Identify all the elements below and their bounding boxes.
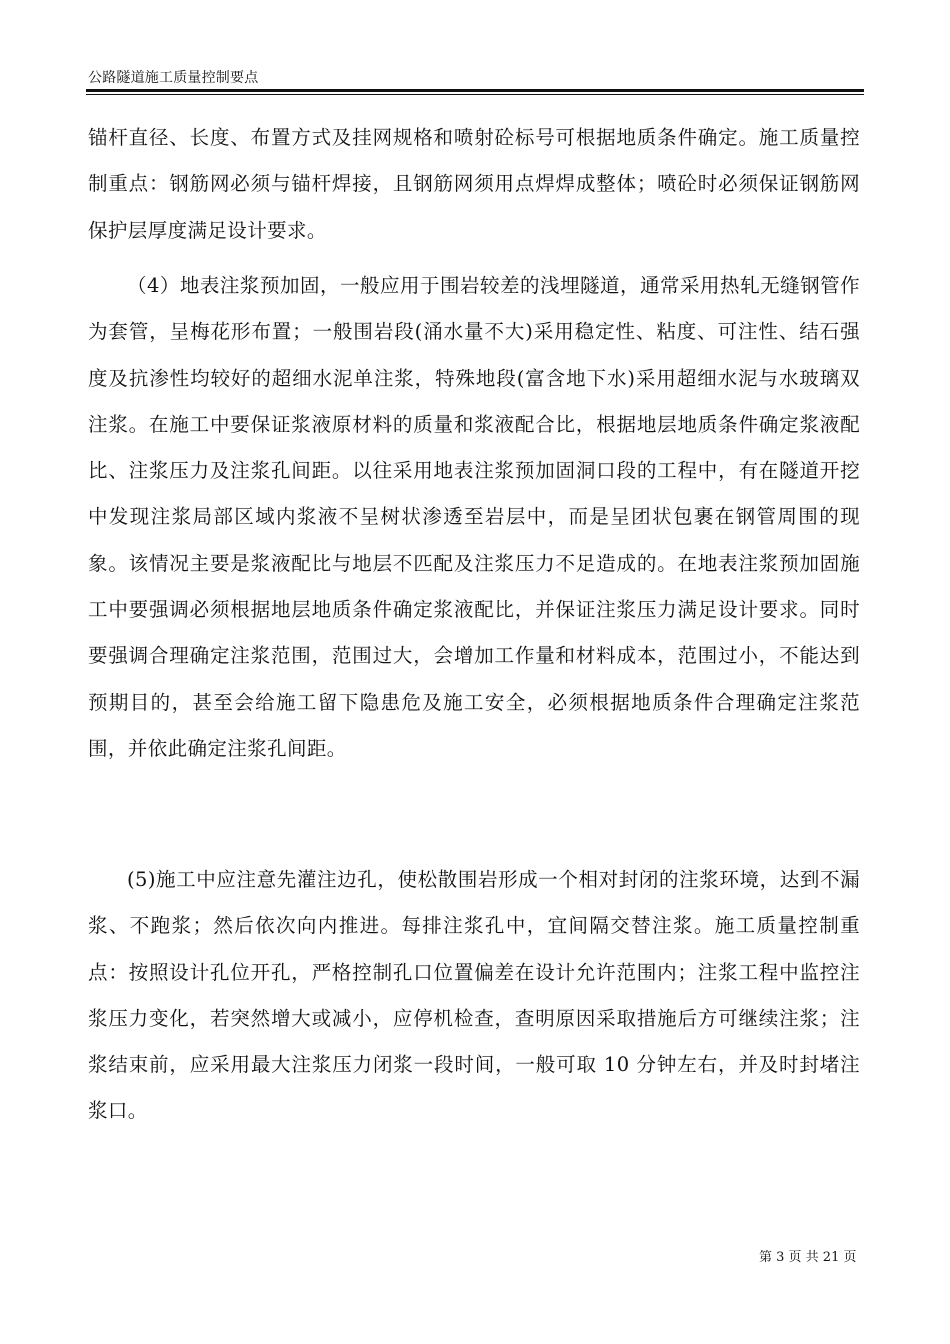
body-paragraph-3 [88, 857, 860, 1135]
body-paragraph-1 [88, 115, 860, 254]
paragraph-text: (5)施工中应注意先灌注边孔，使松散围岩形成一个相对封闭的注浆环境，达到不漏浆、不跑浆；然后依次向内推进。每排注浆孔中，宜间隔交替注浆。施工质量控制重点：按照设计孔位开孔，严格控制孔口位置偏差在设计允许范围内；注浆工程中监控注浆压力变化，若突然增大或减小，应停机检查，查明原因采取措施后方可继续注浆；注浆结束前，应采用最大注浆压力闭浆一段时间，一般可取 10 分钟左右，并及时封堵注浆口。 [88, 868, 860, 1123]
paragraph-text: 锚杆直径、长度、布置方式及挂网规格和喷射砼标号可根据地质条件确定。施工质量控制重点：钢筋网必须与锚杆焊接，且钢筋网须用点焊焊成整体；喷砼时必须保证钢筋网保护层厚度满足设计要求。 [88, 126, 860, 242]
page-number-footer: 第 3 页 共 21 页 [759, 1250, 857, 1265]
header-rule-thick [86, 89, 864, 92]
running-header-title: 公路隧道施工质量控制要点 [88, 70, 259, 86]
header-rule-thin [86, 94, 864, 95]
body-paragraph-2 [88, 263, 860, 772]
paragraph-text: （4）地表注浆预加固，一般应用于围岩较差的浅埋隧道，通常采用热轧无缝钢管作为套管，呈梅花形布置；一般围岩段(涌水量不大)采用稳定性、粘度、可注性、结石强度及抗渗性均较好的超细水泥单注浆，特殊地段(富含地下水)采用超细水泥与水玻璃双注浆。在施工中要保证浆液原材料的质量和浆液配合比，根据地层地质条件确定浆液配比、注浆压力及注浆孔间距。以往采用地表注浆预加固洞口段的工程中，有在隧道开挖中发现注浆局部区域内浆液不呈树状渗透至岩层中，而是呈团状包裹在钢管周围的现象。该情况主要是浆液配比与地层不匹配及注浆压力不足造成的。在地表注浆预加固施工中要强调必须根据地层地质条件确定浆液配比，并保证注浆压力满足设计要求。同时要强调合理确定注浆范围，范围过大，会增加工作量和材料成本，范围过小，不能达到预期目的，甚至会给施工留下隐患危及施工安全，必须根据地质条件合理确定注浆范围，并依此确定注浆孔间距。 [88, 274, 860, 760]
